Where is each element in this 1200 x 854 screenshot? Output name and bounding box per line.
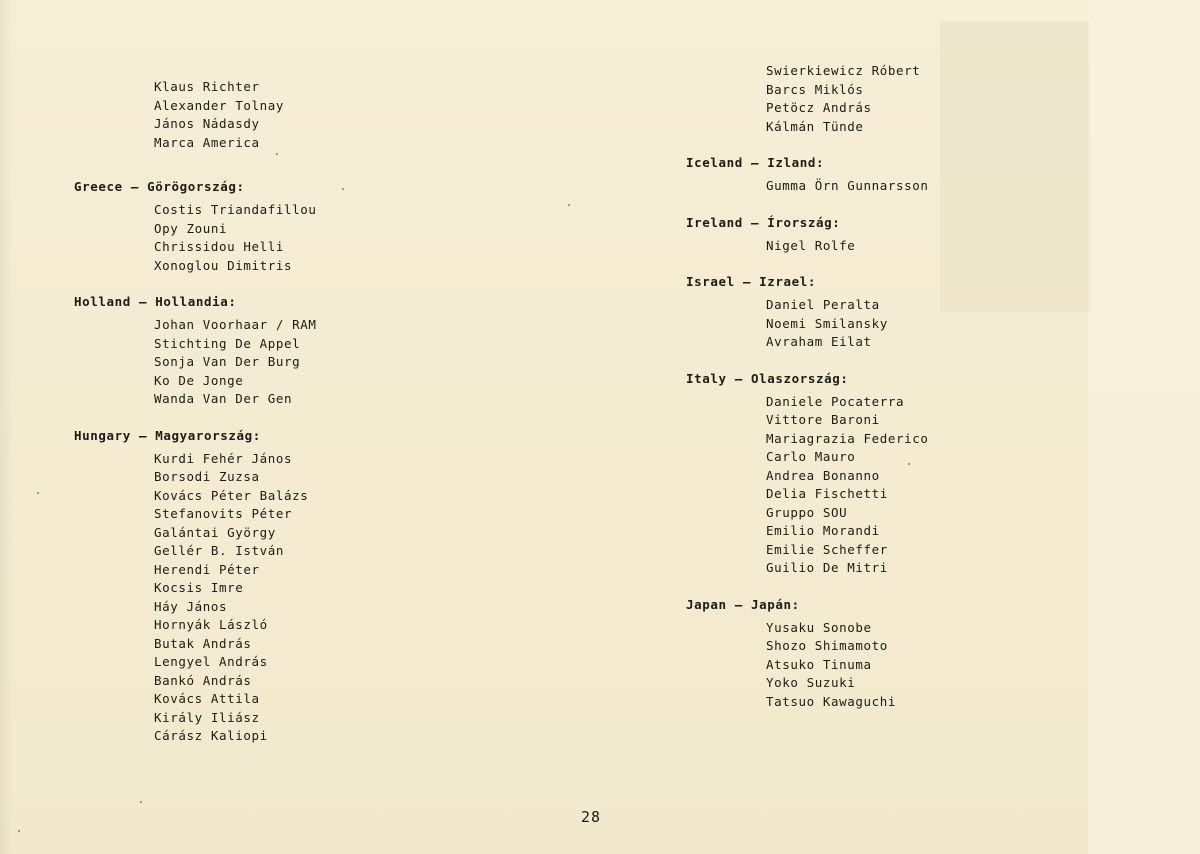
name-item: Daniel Peralta xyxy=(766,297,880,312)
name-item: Yoko Suzuki xyxy=(766,675,856,690)
name-item: Kurdi Fehér János xyxy=(154,450,293,466)
name-item: Noemi Smilansky xyxy=(766,315,888,331)
name-item: Borsodi Zuzsa xyxy=(154,469,260,484)
country-heading: Greece — Görögország: xyxy=(74,179,245,194)
name-item: Wanda Van Der Gen xyxy=(154,391,293,406)
name-item: Gumma Örn Gunnarsson xyxy=(766,178,929,193)
paper-speck xyxy=(276,153,278,155)
country-heading: Iceland — Izland: xyxy=(686,155,825,170)
name-item: Sonja Van Der Burg xyxy=(154,354,301,369)
name-list xyxy=(686,619,1116,712)
name-list xyxy=(74,316,504,409)
page-number: 28 xyxy=(581,808,602,826)
name-item: Avraham Eilat xyxy=(766,334,872,349)
name-item: Stichting De Appel xyxy=(154,335,301,351)
section-japan xyxy=(686,596,1116,712)
name-list xyxy=(74,450,504,746)
name-item: Costis Triandafillou xyxy=(154,202,317,217)
country-heading: Japan — Japán: xyxy=(686,596,800,612)
name-item: Ko De Jonge xyxy=(154,372,244,388)
name-item: Johan Voorhaar / RAM xyxy=(154,317,317,332)
name-item: Galántai György xyxy=(154,524,276,540)
section-israel xyxy=(686,273,1116,352)
name-item: János Nádasdy xyxy=(154,116,260,131)
name-item: Hornyák László xyxy=(154,617,268,632)
name-item: Gruppo SOU xyxy=(766,504,848,520)
name-item: Kálmán Tünde xyxy=(766,118,864,134)
name-item: Andrea Bonanno xyxy=(766,467,880,483)
name-item: Emilie Scheffer xyxy=(766,541,888,557)
name-item: Butak András xyxy=(154,635,252,651)
name-list xyxy=(74,201,504,275)
name-item: Lengyel András xyxy=(154,654,268,669)
name-item: Barcs Miklós xyxy=(766,81,864,97)
name-item: Yusaku Sonobe xyxy=(766,619,872,635)
name-item: Király Iliász xyxy=(154,709,260,725)
section-hungary xyxy=(74,427,504,746)
lead-name-list xyxy=(74,78,504,152)
paper-speck xyxy=(342,188,344,190)
lead-name-list xyxy=(686,62,1116,136)
name-item: Emilio Morandi xyxy=(766,523,880,538)
name-list xyxy=(686,296,1116,352)
section-iceland xyxy=(686,154,1116,196)
paper-speck xyxy=(908,463,910,465)
name-item: Háy János xyxy=(154,598,228,614)
right-column xyxy=(686,62,1116,711)
name-item: Gellér B. István xyxy=(154,543,285,558)
name-item: Carlo Mauro xyxy=(766,449,856,464)
country-heading: Italy — Olaszország: xyxy=(686,370,849,386)
name-item: Mariagrazia Federico xyxy=(766,430,929,446)
name-item: Guilio De Mitri xyxy=(766,560,888,575)
name-item: Alexander Tolnay xyxy=(154,97,285,113)
country-heading: Hungary — Magyarország: xyxy=(74,427,261,443)
name-item: Marca America xyxy=(154,134,260,150)
name-item: Daniele Pocaterra xyxy=(766,393,905,409)
name-item: Vittore Baroni xyxy=(766,412,880,427)
section-italy xyxy=(686,370,1116,578)
country-heading: Holland — Hollandia: xyxy=(74,294,237,309)
name-item: Shozo Shimamoto xyxy=(766,638,888,653)
name-item: Klaus Richter xyxy=(154,79,260,94)
paper-speck xyxy=(568,204,570,206)
section-greece xyxy=(74,178,504,275)
name-item: Petöcz András xyxy=(766,100,872,115)
section-holland xyxy=(74,293,504,409)
name-item: Bankó András xyxy=(154,672,252,688)
name-list xyxy=(686,177,1116,196)
name-item: Xonoglou Dimitris xyxy=(154,257,293,273)
name-item: Opy Zouni xyxy=(154,220,228,236)
name-item: Atsuko Tinuma xyxy=(766,656,872,672)
name-item: Nigel Rolfe xyxy=(766,237,856,253)
paper-speck xyxy=(18,830,20,832)
left-column xyxy=(74,78,504,746)
section-ireland xyxy=(686,214,1116,256)
name-list xyxy=(686,237,1116,256)
name-item: Kovács Attila xyxy=(154,691,260,706)
name-item: Chrissidou Helli xyxy=(154,239,285,254)
paper-speck xyxy=(37,492,39,494)
name-item: Tatsuo Kawaguchi xyxy=(766,693,897,709)
paper-speck xyxy=(140,801,142,803)
name-item: Delia Fischetti xyxy=(766,486,888,501)
name-list xyxy=(686,393,1116,578)
name-item: Cárász Kaliopi xyxy=(154,728,268,743)
name-item: Swierkiewicz Róbert xyxy=(766,63,921,78)
name-item: Herendi Péter xyxy=(154,561,260,577)
country-heading: Ireland — Írország: xyxy=(686,214,841,230)
name-item: Kocsis Imre xyxy=(154,580,244,595)
country-heading: Israel — Izrael: xyxy=(686,274,817,289)
name-item: Stefanovits Péter xyxy=(154,506,293,521)
name-item: Kovács Péter Balázs xyxy=(154,487,309,503)
